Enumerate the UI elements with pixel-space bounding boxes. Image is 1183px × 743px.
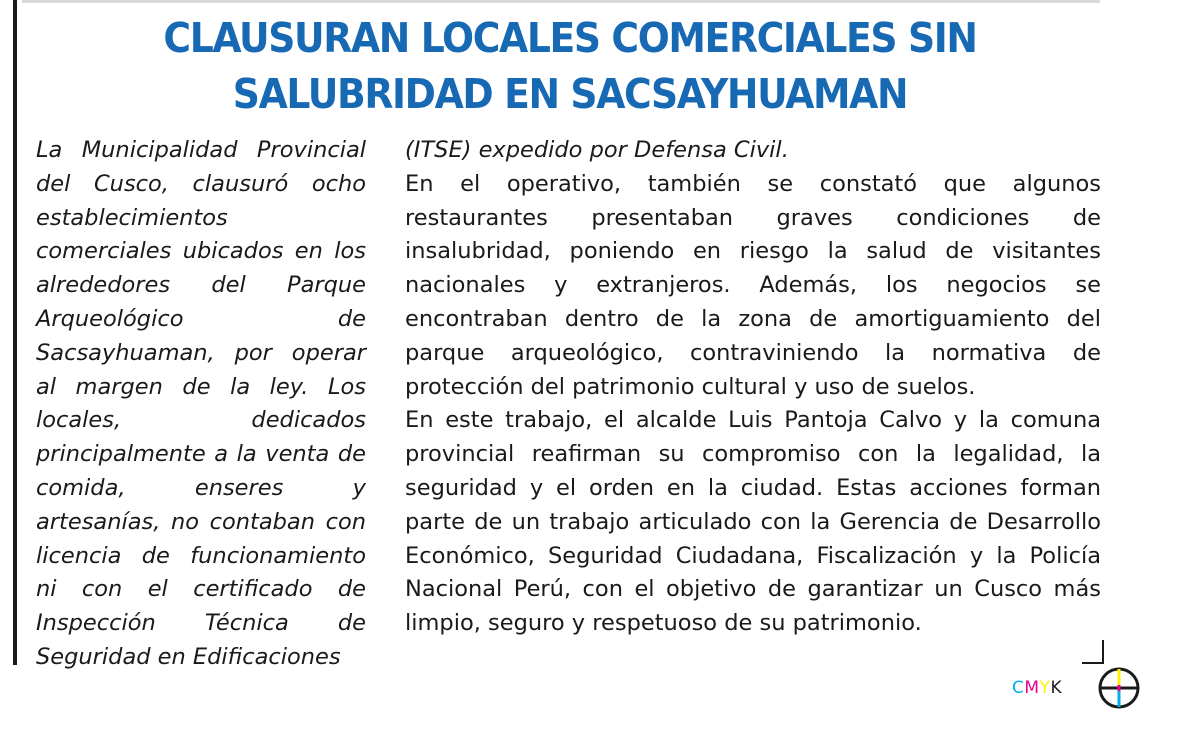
cmyk-m: M xyxy=(1024,678,1040,698)
lead-continuation: (ITSE) expedido por Defensa Civil. xyxy=(405,137,789,163)
registration-mark-icon xyxy=(1098,667,1140,709)
body-paragraph-1: En el operativo, también se constató que algunos restaurantes presentaban graves condiciones de insalubridad, poniendo en riesgo la salud de visitantes nacionales y extranjeros. Además, los negocios se encontraban dentro de la zona de amortiguamiento del parque arqueológico, contraviniendo la normativa de protección del patrimonio cultural y uso de suelos. xyxy=(405,170,1101,400)
cmyk-y: Y xyxy=(1039,678,1051,698)
body-paragraph-2: En este trabajo, el alcalde Luis Pantoja Calvo y la comuna provincial reafirman su compromiso con la legalidad, la seguridad y el orden en la ciudad. Estas acciones forman parte de un trabajo articulado con la Gerencia de Desarrollo Económico, Seguridad Ciudadana, Fiscalización y la Policía Nacional Perú, con el objetivo de garantizar un Cusco más limpio, seguro y respetuoso de su patrimonio. xyxy=(405,407,1101,637)
headline: CLAUSURAN LOCALES COMERCIALES SIN SALUBRIDAD EN SACSAYHUAMAN xyxy=(163,14,977,118)
body-column xyxy=(405,134,1101,641)
cmyk-c: C xyxy=(1012,678,1025,698)
left-column-rule xyxy=(13,0,17,665)
top-rule xyxy=(22,0,1100,3)
cmyk-k: K xyxy=(1050,678,1063,698)
lead-paragraph: La Municipalidad Provincial del Cusco, clausuró ocho establecimientos comerciales ubicados en los alrededores del Parque Arqueológico de Sacsayhuaman, por operar al margen de la ley. Los locales, dedicados principalmente a la venta de comida, enseres y artesanías, no contaban con licencia de funcionamiento ni con el certificado de Inspección Técnica de Seguridad en Edificaciones xyxy=(36,137,366,670)
cmyk-label xyxy=(1012,678,1062,698)
crop-mark xyxy=(1082,640,1104,664)
lead-column xyxy=(36,134,366,675)
